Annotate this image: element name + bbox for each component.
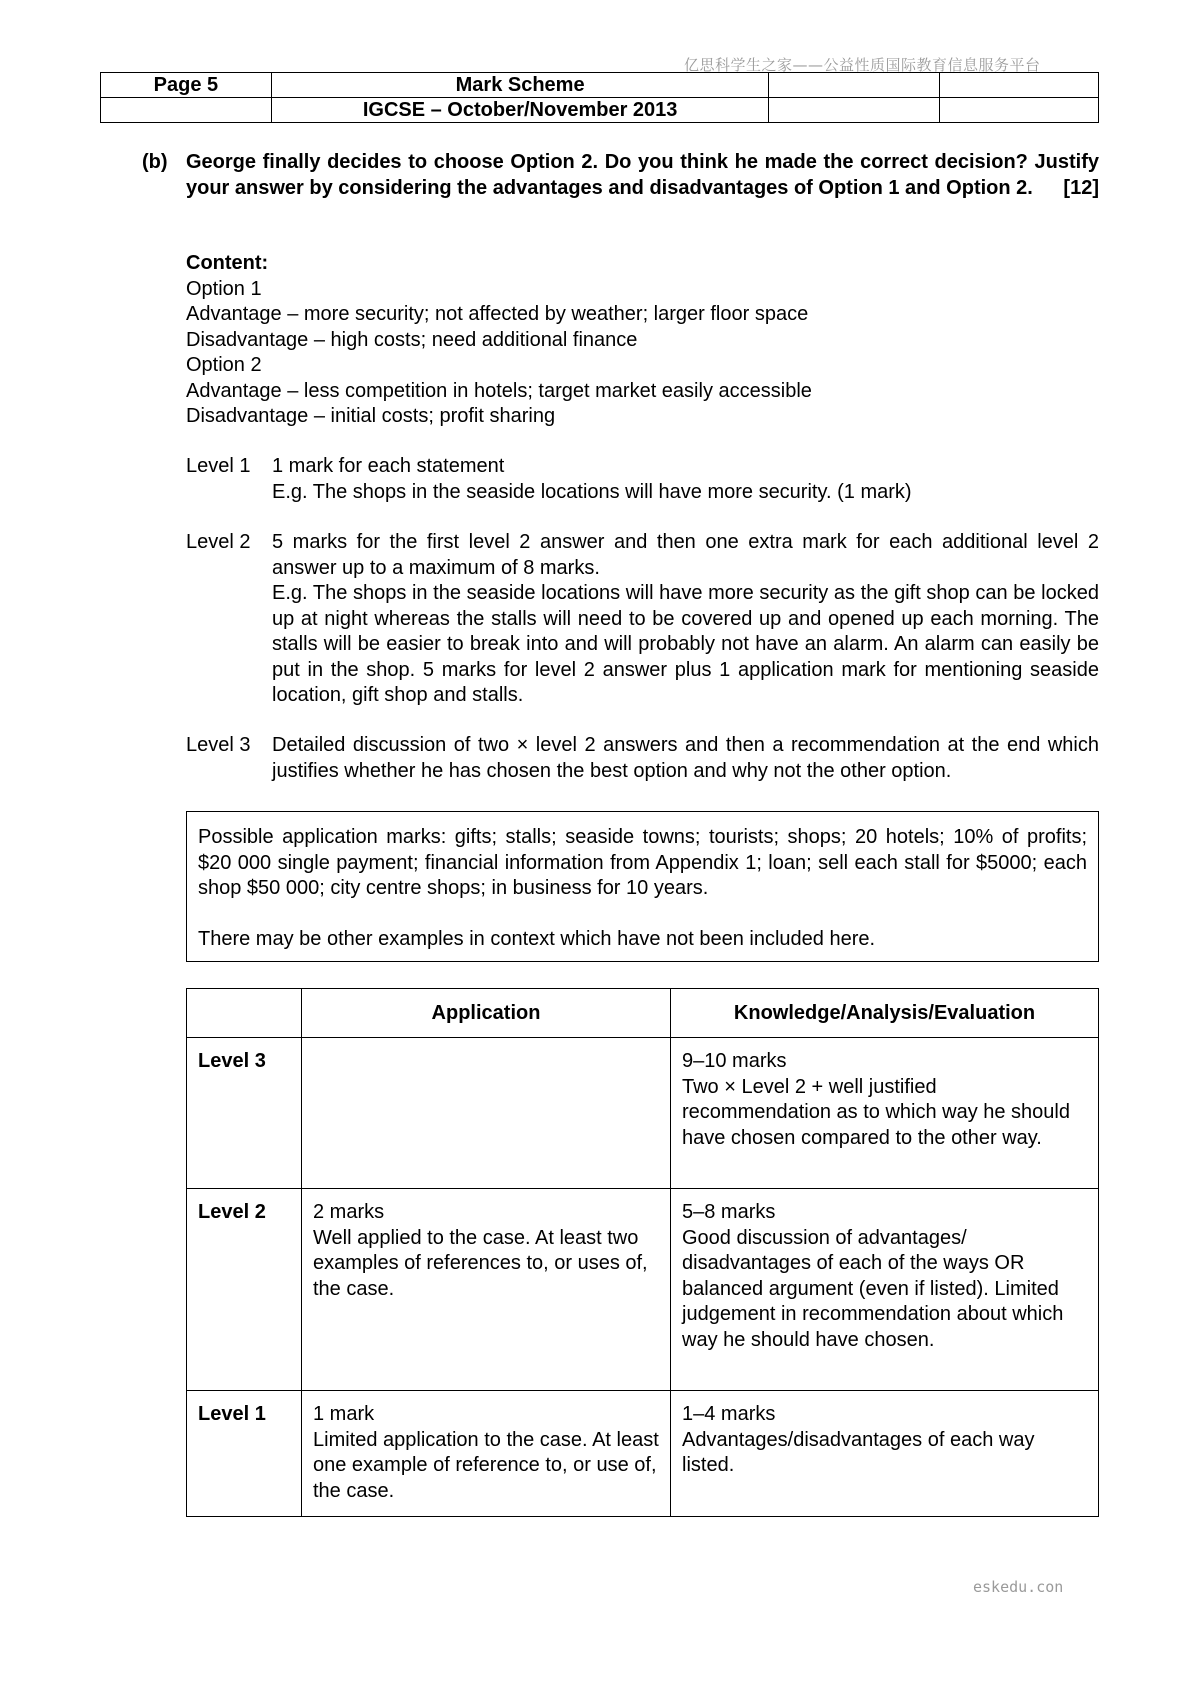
table-application-cell xyxy=(302,1189,671,1391)
content-line: Disadvantage – high costs; need additional finance xyxy=(186,328,638,351)
table-header-cell: Knowledge/Analysis/Evaluation xyxy=(671,989,1099,1038)
table-header-cell: Application xyxy=(302,989,671,1038)
question-text xyxy=(186,150,1099,201)
content-line: Option 1 xyxy=(186,277,262,300)
application-marks-box xyxy=(186,811,1099,962)
header-empty-cell xyxy=(769,98,940,123)
level-example: E.g. The shops in the seaside locations will have more security. (1 mark) xyxy=(272,480,912,503)
kae-text: Good discussion of advantages/ disadvantages of each of the ways OR balanced argument (even if listed). Limited judgement in recommendation about which way he should have chosen. xyxy=(682,1226,1064,1351)
kae-marks: 1–4 marks xyxy=(682,1403,776,1425)
question-marks: [12] xyxy=(1063,176,1099,199)
level-statement: 1 mark for each statement xyxy=(272,455,505,477)
kae-marks: 9–10 marks xyxy=(682,1050,787,1072)
question-label: (b) xyxy=(142,151,168,173)
header-empty-cell xyxy=(940,73,1099,98)
table-row xyxy=(187,1189,1099,1391)
application-marks-note: There may be other examples in context which have not been included here. xyxy=(198,927,876,950)
watermark-bottom: eskedu.con xyxy=(973,1578,1064,1596)
table-level-cell: Level 2 xyxy=(187,1189,302,1391)
level-label: Level 2 xyxy=(186,531,251,553)
kae-marks: 5–8 marks xyxy=(682,1201,776,1223)
header-title: Mark Scheme xyxy=(271,73,769,98)
table-header-cell xyxy=(187,989,302,1038)
application-text: Limited application to the case. At least one example of reference to, or use of, the case. xyxy=(313,1428,659,1502)
kae-text: Advantages/disadvantages of each way listed. xyxy=(682,1428,1035,1476)
table-level-cell: Level 3 xyxy=(187,1038,302,1189)
table-kae-cell xyxy=(671,1038,1099,1189)
level-text xyxy=(272,454,1099,505)
table-kae-cell xyxy=(671,1391,1099,1517)
table-row xyxy=(187,1391,1099,1517)
level-label: Level 3 xyxy=(186,734,251,756)
table-kae-cell xyxy=(671,1189,1099,1391)
level-text xyxy=(272,733,1099,784)
level-marks-table xyxy=(186,988,1099,1517)
page-number: Page 5 xyxy=(101,73,272,98)
level-statement: 5 marks for the first level 2 answer and then one extra mark for each additional level 2 answer up to a maximum of 8 marks. xyxy=(272,531,1099,579)
content-line: Advantage – more security; not affected by weather; larger floor space xyxy=(186,303,809,325)
header-empty-cell xyxy=(769,73,940,98)
application-text: Well applied to the case. At least two examples of references to, or uses of, the case. xyxy=(313,1226,648,1300)
content-line: Advantage – less competition in hotels; target market easily accessible xyxy=(186,379,812,402)
header-subtitle: IGCSE – October/November 2013 xyxy=(271,98,769,123)
application-marks-text: Possible application marks: gifts; stalls; seaside towns; tourists; shops; 20 hotels; 10% of profits; $20 000 single payment; financial information from Appendix 1; loan; sell each stall for $5000; each shop $50 000; city centre shops; in business for 10 years. xyxy=(198,826,1087,899)
header-empty-cell xyxy=(101,98,272,123)
table-application-cell xyxy=(302,1038,671,1189)
spacer xyxy=(198,902,1087,927)
level-label: Level 1 xyxy=(186,455,251,477)
application-marks: 1 mark xyxy=(313,1403,375,1425)
content-line: Disadvantage – initial costs; profit sharing xyxy=(186,405,556,427)
table-row xyxy=(187,1038,1099,1189)
header-empty-cell xyxy=(940,98,1099,123)
content-line: Option 2 xyxy=(186,354,262,376)
table-level-cell: Level 1 xyxy=(187,1391,302,1517)
level-statement: Detailed discussion of two × level 2 answers and then a recommendation at the end which justifies whether he has chosen the best option and why not the other option. xyxy=(272,734,1099,782)
content-heading: Content: xyxy=(186,252,269,274)
table-application-cell xyxy=(302,1391,671,1517)
table-header-row xyxy=(187,989,1099,1038)
level-text xyxy=(272,530,1099,709)
kae-text: Two × Level 2 + well justified recommendation as to which way he should have chosen compared to the other way. xyxy=(682,1075,1070,1149)
content-section xyxy=(186,251,1099,430)
level-example: E.g. The shops in the seaside locations will have more security as the gift shop can be locked up at night whereas the stalls will need to be covered up and opened up each morning. The stalls will be easier to break into and will probably not have an alarm. An alarm can easily be put in the shop. 5 marks for level 2 answer plus 1 application mark for mentioning seaside location, gift shop and stalls. xyxy=(272,582,1099,706)
page-header-table xyxy=(100,72,1099,123)
application-marks: 2 marks xyxy=(313,1201,385,1223)
watermark-top: 亿思科学生之家——公益性质国际教育信息服务平台 xyxy=(684,56,1041,74)
question-body: George finally decides to choose Option 2. Do you think he made the correct decision? Justify your answer by considering the advantages and disadvantages of Option 1 and Option 2. xyxy=(186,151,1099,199)
